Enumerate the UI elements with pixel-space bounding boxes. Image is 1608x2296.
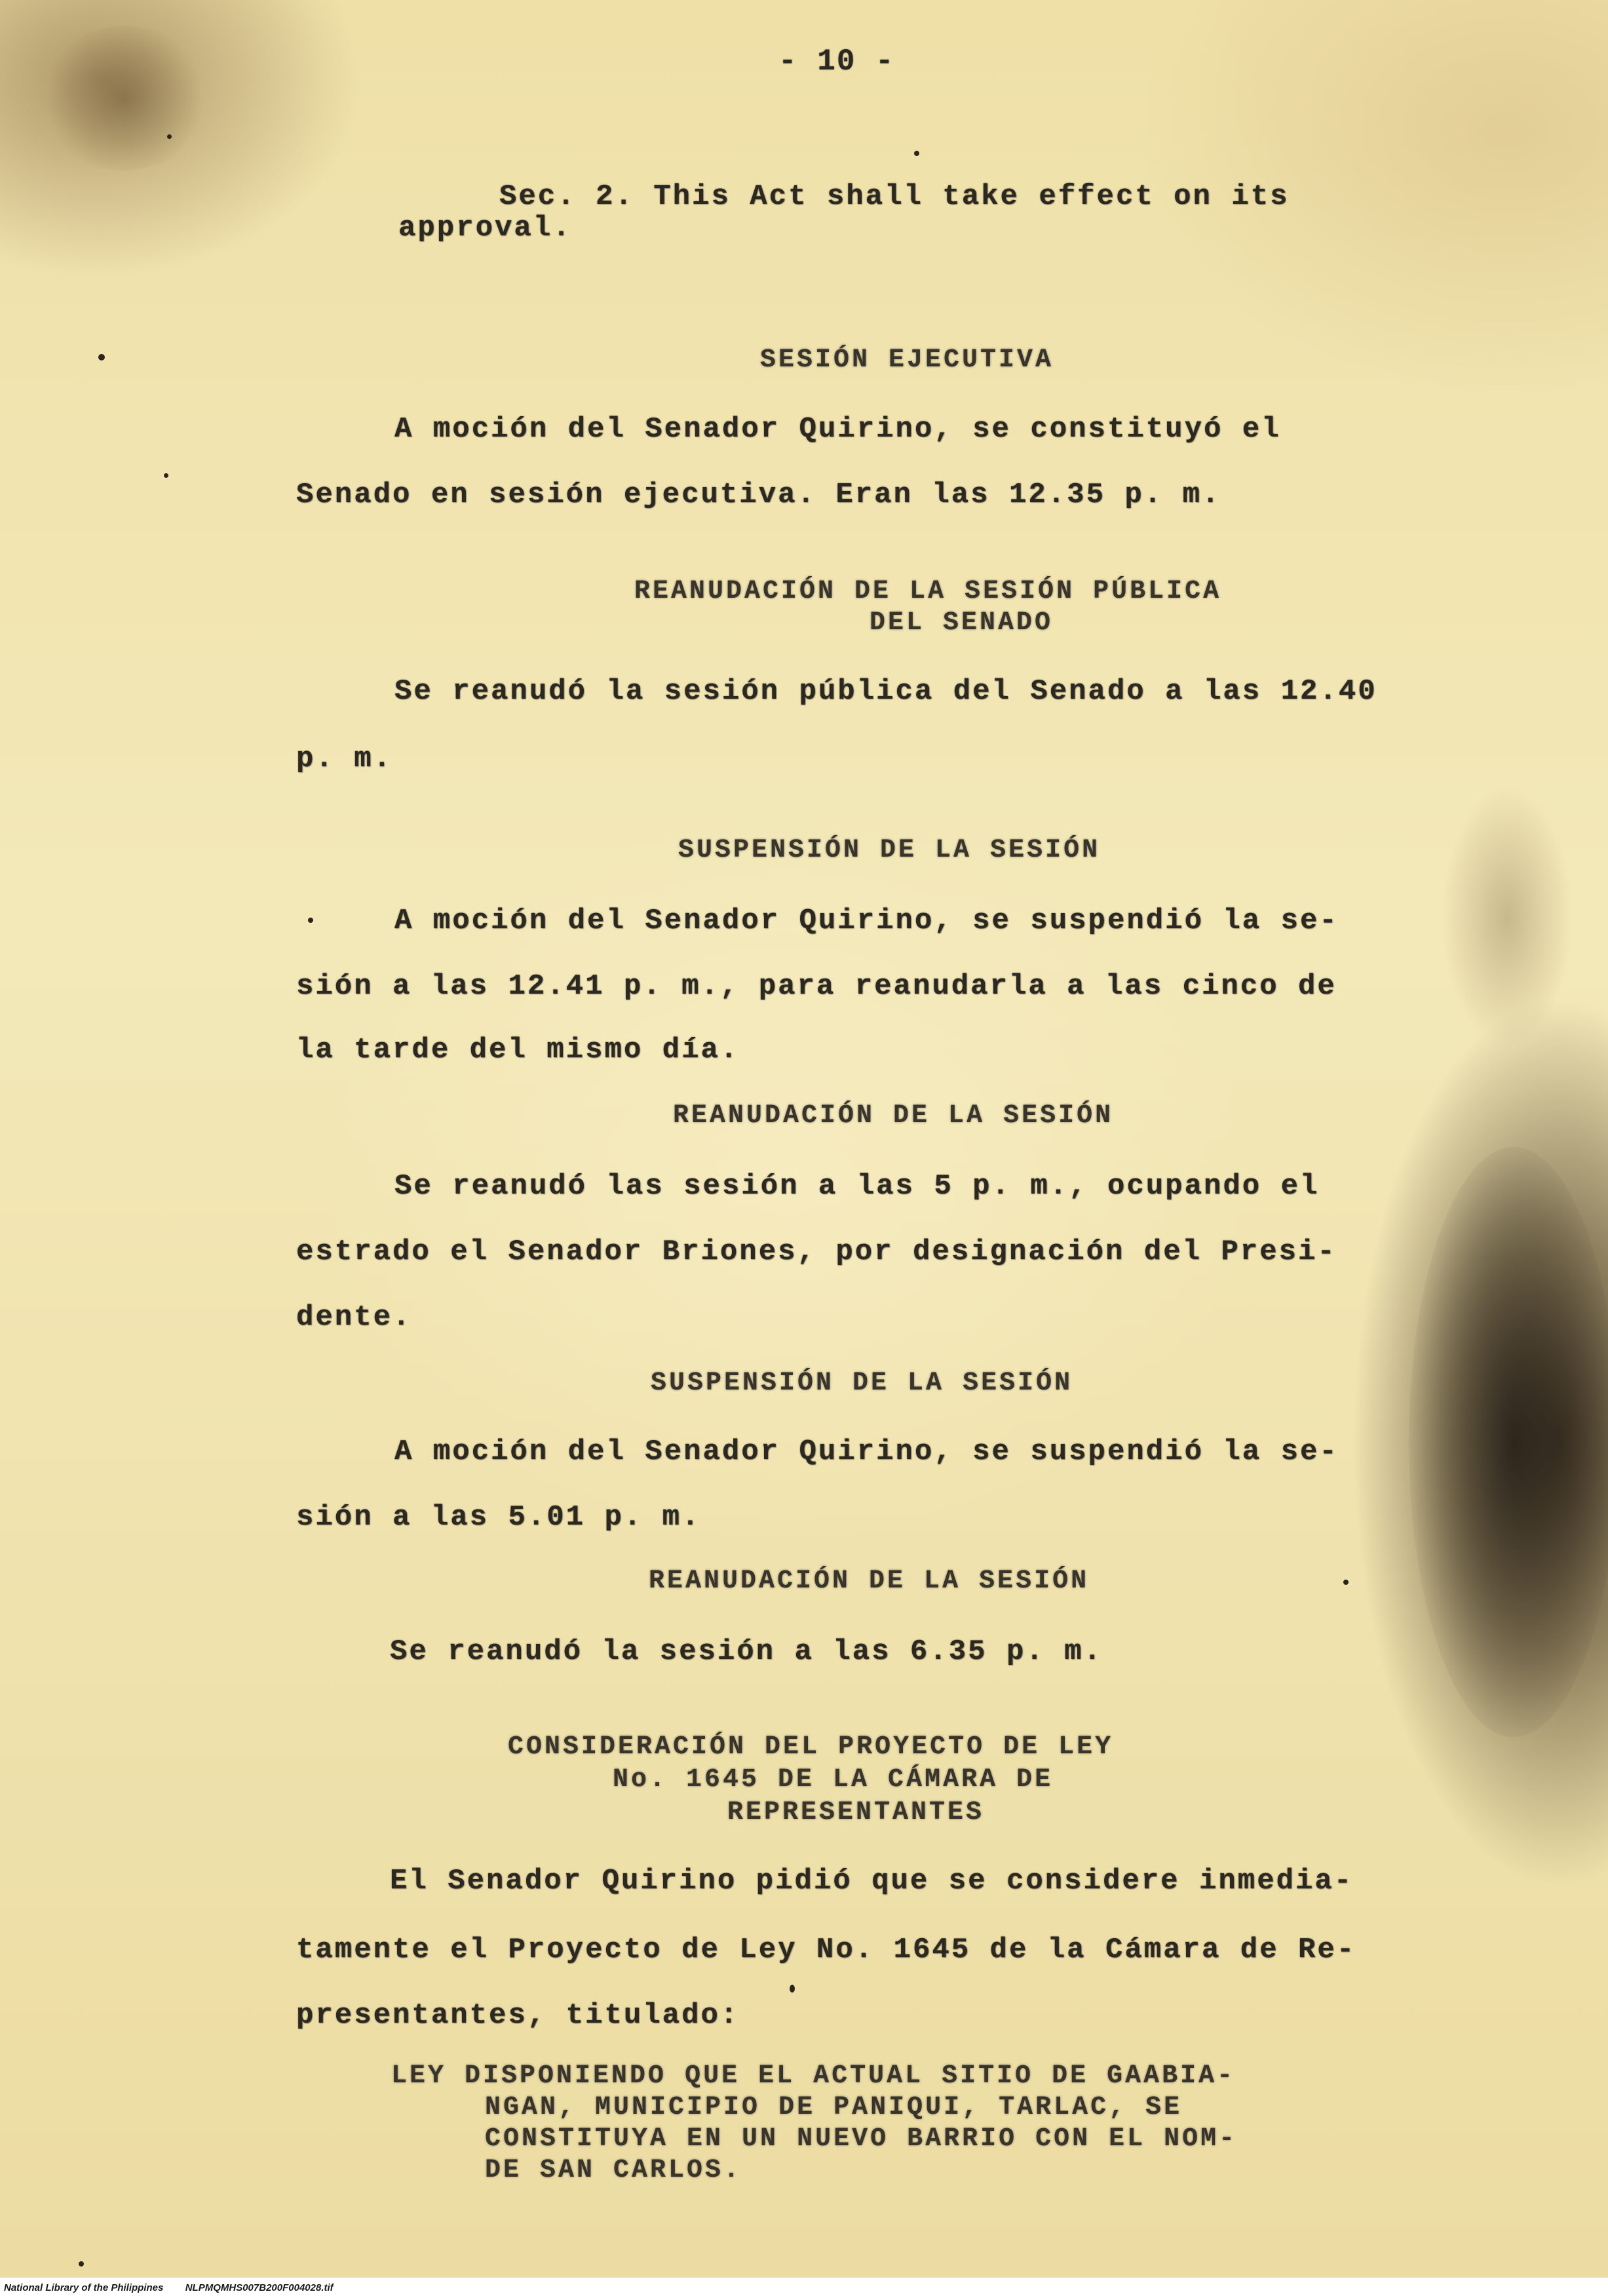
- speck: [164, 473, 168, 478]
- suspension-2-line-2: sión a las 5.01 p. m.: [296, 1501, 701, 1534]
- ley-title-line-1: LEY DISPONIENDO QUE EL ACTUAL SITIO DE GAABIA-: [391, 2061, 1236, 2091]
- heading-consideracion-1: CONSIDERACIÓN DEL PROYECTO DE LEY: [508, 1732, 1114, 1762]
- consideracion-line-1: El Senador Quirino pidió que se considere inmedia-: [390, 1865, 1354, 1897]
- reanudacion-1-line-2: estrado el Senador Briones, por designación del Presi-: [296, 1236, 1337, 1268]
- consideracion-line-2: tamente el Proyecto de Ley No. 1645 de la Cámara de Re-: [296, 1934, 1356, 1966]
- reanudacion-publica-line-2: p. m.: [296, 743, 393, 775]
- consideracion-line-3: presentantes, titulado:: [296, 1999, 740, 2032]
- speck: [79, 2261, 84, 2267]
- speck: [308, 918, 313, 923]
- section-2-line-1: Sec. 2. This Act shall take effect on its: [499, 180, 1290, 213]
- suspension-1-line-2: sión a las 12.41 p. m., para reanudarla a las cinco de: [296, 970, 1337, 1003]
- suspension-1-line-3: la tarde del mismo día.: [296, 1034, 740, 1066]
- reanudacion-1-line-1: Se reanudó las sesión a las 5 p. m., ocupando el: [394, 1170, 1320, 1203]
- speck: [167, 134, 172, 139]
- ley-title-line-3: CONSTITUYA EN UN NUEVO BARRIO CON EL NOM-: [485, 2124, 1238, 2154]
- heading-reanudacion-publica-2: DEL SENADO: [870, 608, 1054, 638]
- sesion-ejecutiva-line-1: A moción del Senador Quirino, se constituyó el: [394, 413, 1281, 446]
- speck: [790, 1985, 795, 1993]
- suspension-2-line-1: A moción del Senador Quirino, se suspendió la se-: [394, 1435, 1339, 1468]
- heading-suspension-1: SUSPENSIÓN DE LA SESIÓN: [678, 836, 1101, 865]
- ley-title-line-4: DE SAN CARLOS.: [485, 2156, 742, 2185]
- reanudacion-publica-line-1: Se reanudó la sesión pública del Senado a las 12.40: [394, 675, 1377, 708]
- reanudacion-1-line-3: dente.: [296, 1301, 412, 1334]
- heading-reanudacion-2: REANUDACIÓN DE LA SESIÓN: [649, 1566, 1090, 1596]
- scan-footer-band: [0, 2278, 1608, 2296]
- footer-file-id: NLPMQMHS007B200F004028.tif: [185, 2282, 334, 2293]
- heading-sesion-ejecutiva: SESIÓN EJECUTIVA: [760, 345, 1054, 375]
- heading-consideracion-3: REPRESENTANTES: [727, 1798, 985, 1827]
- stain-top-left: [39, 26, 210, 170]
- page-number: - 10 -: [778, 45, 895, 79]
- reanudacion-2-line-1: Se reanudó la sesión a las 6.35 p. m.: [390, 1635, 1103, 1668]
- stain-right-dark: [1409, 1147, 1608, 1737]
- heading-reanudacion-1: REANUDACIÓN DE LA SESIÓN: [673, 1101, 1114, 1131]
- heading-reanudacion-publica-1: REANUDACIÓN DE LA SESIÓN PÚBLICA: [634, 577, 1222, 606]
- footer-library: National Library of the Philippines: [4, 2282, 164, 2293]
- ley-title-line-2: NGAN, MUNICIPIO DE PANIQUI, TARLAC, SE: [485, 2093, 1183, 2122]
- scan-footer-text: [4, 2282, 334, 2293]
- stain-mid-right: [1442, 787, 1573, 1049]
- speck: [98, 354, 105, 360]
- speck: [914, 151, 919, 156]
- speck: [1343, 1580, 1349, 1585]
- sesion-ejecutiva-line-2: Senado en sesión ejecutiva. Eran las 12.35 p. m.: [296, 478, 1221, 511]
- suspension-1-line-1: A moción del Senador Quirino, se suspendió la se-: [394, 905, 1339, 937]
- heading-suspension-2: SUSPENSIÓN DE LA SESIÓN: [651, 1369, 1073, 1398]
- section-2-line-2: approval.: [398, 212, 572, 244]
- heading-consideracion-2: No. 1645 DE LA CÁMARA DE: [613, 1765, 1054, 1795]
